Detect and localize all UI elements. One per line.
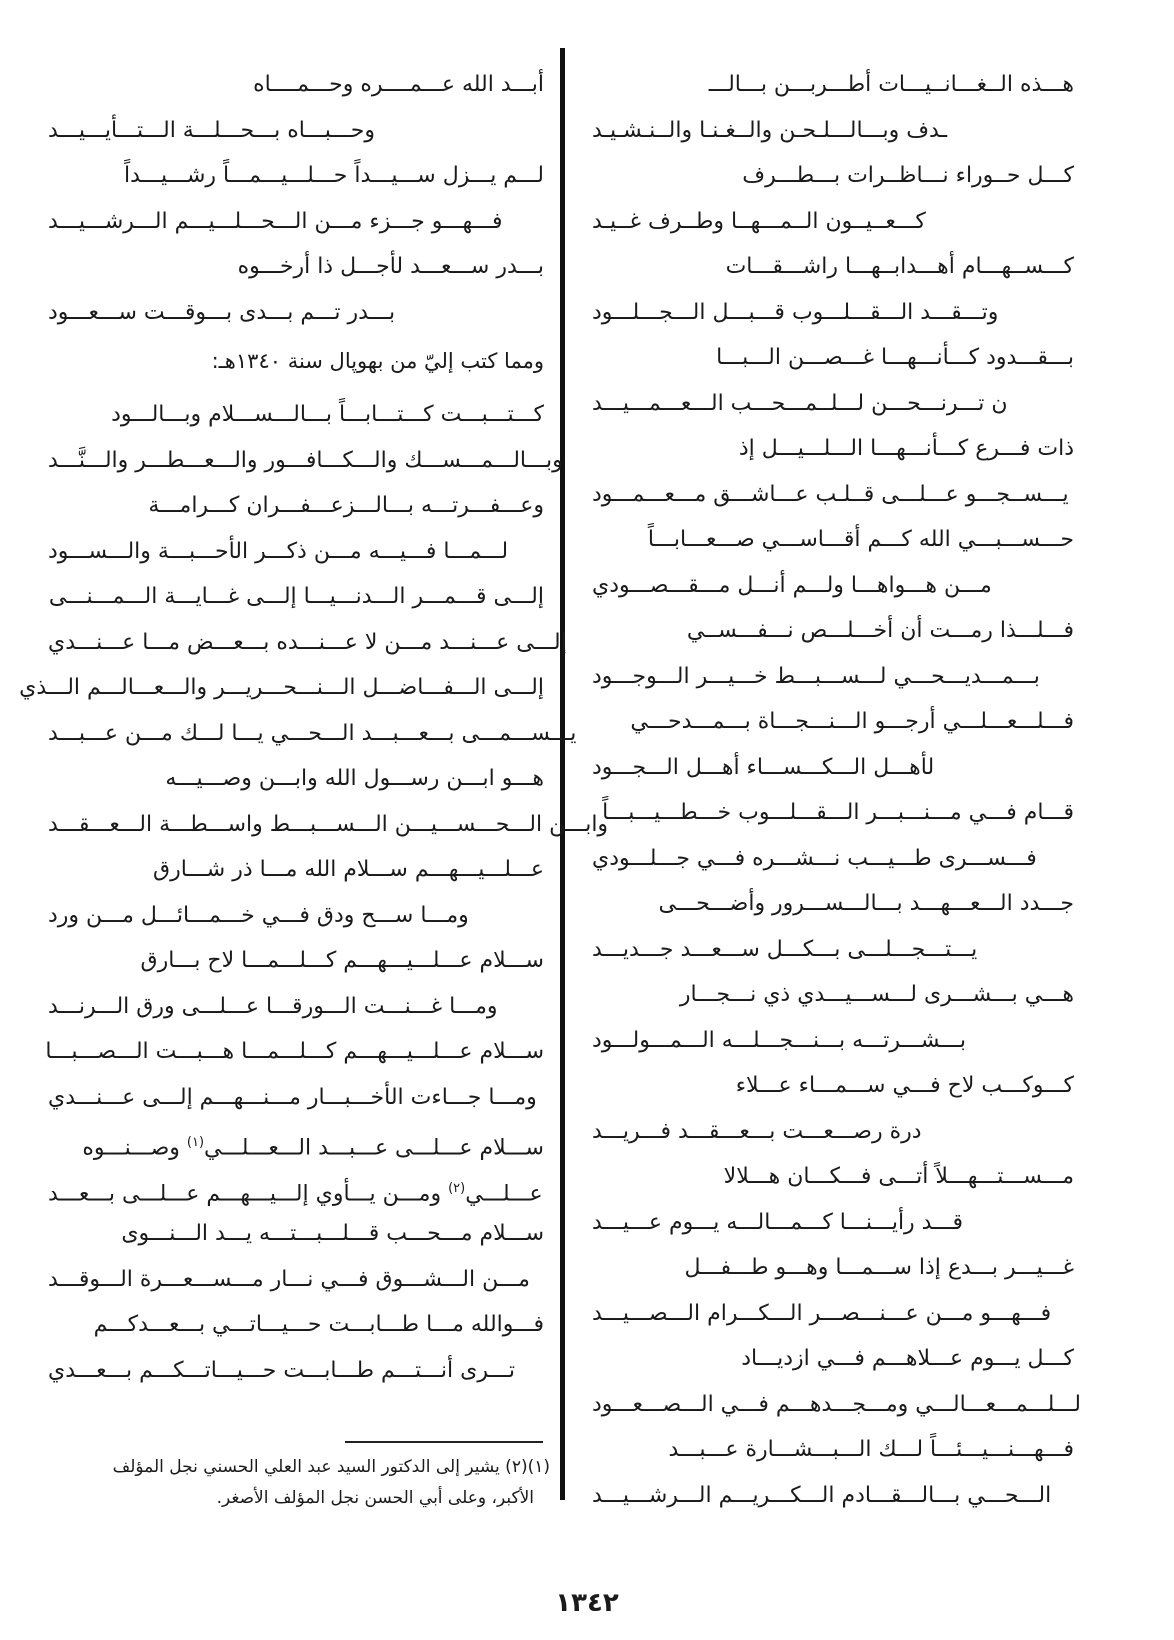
verse-line: الـــحـــي بـــالـــقـــادم الـــكـــريـــم الـــرشـــيـــد [592, 1483, 1052, 1508]
column-divider [560, 48, 565, 1500]
verse-line: عـــلـــيـــهـــم ســـلام الله مـــا ذر شـــارق [153, 857, 544, 882]
verse-line: مـــن هـــواهـــا ولـــم أنـــل مـــقـــصـــودي [592, 573, 992, 598]
footnote-line: (١)(٢) يشير إلى الدكتور السيد عبد العلي الحسني نجل المؤلف [112, 1457, 550, 1477]
verse-line: ومـــا جـــاءت الأخـــبـــار مـــنـــهـــم إلـــى عـــنـــدي [48, 1085, 537, 1110]
verse-text: وصـــنـــوه [82, 1135, 180, 1161]
verse-line: بـــدر ســـعـــد لأجـــل ذا أرخـــوه [237, 254, 544, 279]
verse-line: وتـــقـــد الـــقـــلـــوب قـــبـــل الـــجـــلـــود [592, 300, 999, 325]
verse-line: قـــام فـــي مـــنـــبـــر الـــقـــلـــوب خـــطـــيـــبـــاً [602, 800, 1074, 825]
verse-line: لـــلـــمـــعـــالـــي ومـــجـــدهـــم فـــي الـــصـــعـــود [592, 1392, 1081, 1417]
prose-intro: ومما كتب إليّ من بهوپال سنة ١٣٤٠هـ: [211, 349, 544, 373]
verse-line: لأهـــل الـــكـــســـاء أهـــل الـــجـــود [592, 755, 935, 780]
verse-line: فـــوالله مـــا طـــابـــت حـــيـــاتـــي بـــعـــدكـــم [93, 1312, 544, 1337]
verse-line: هـــذه الــغـــانــيـــات أطـــربـــن بـــالـــ [708, 72, 1074, 97]
footnote-mark: (١) [186, 1135, 205, 1150]
verse-line: لـــمـــا فـــيـــه مـــن ذكـــر الأحـــبـــة والـــســـود [48, 539, 509, 564]
verse-line: ســـلام مـــحـــب قـــلـــبـــتـــه يـــد الـــنـــوى [121, 1221, 544, 1246]
verse-line: فـــهـــنـــيـــئـــاً لـــك الـــبـــشـــارة عـــبـــد [668, 1437, 1074, 1462]
verse-line: كـــســهـــام أهـــدابــهـــا راشـــقـــات [725, 254, 1074, 279]
verse-line: يـــســجـــو عـــلـــى قــلـب عـــاشـــق مـــعـــمـــود [592, 482, 1069, 507]
verse-line: كـــعــيــون الــمـــهــا وطــرف غــيـد [592, 209, 926, 234]
verse-line: أبـــد الله عـــمــــره وحـــمــــاه [253, 72, 544, 97]
verse-line: وحـــبـــاه بـــحـــلـــة الـــتـــأيـــيـــد [48, 118, 375, 143]
verse-line: يـــتـــجـــلـــى بـــكـــل ســـعـــد جـــديـــد [592, 937, 978, 962]
verse-line: حـــســـبـــي الله كـــم أقـــاســـي صـــعـــابـــاً [647, 527, 1074, 552]
footnote-rule [345, 1441, 543, 1443]
verse-line: غـــيـــر بـــدع إذا ســـمـــا وهـــو طـــفـــل [684, 1255, 1074, 1280]
verse-line: يـــســـمـــى بـــعـــبـــد الـــحـــي يـــا لـــك مـــن عـــبـــد [48, 721, 577, 746]
verse-line: ســـلام عـــلـــيـــهـــم كـــلـــمـــا هـــبـــت الـــصـــبـــا [45, 1039, 544, 1064]
verse-line: ومـــا غـــنـــت الـــورقـــا عـــلـــى ورق الـــرنـــد [48, 994, 498, 1019]
verse-text: ســـلام عـــلـــى عـــبـــد الـــعـــلـــي [204, 1135, 544, 1161]
verse-line: هـــي بـــشـــرى لـــســـيـــدي ذي نـــجـــار [679, 982, 1074, 1007]
verse-line-with-note [82, 1128, 544, 1163]
verse-line: فـــهـــو مـــن عـــنـــصـــر الـــكـــرام الـــصـــيـــد [592, 1301, 1052, 1326]
verse-line: ومـــا ســـح ودق فـــي خـــمـــائـــل مـــن ورد [48, 903, 469, 928]
verse-line: وابـــن الـــحـــســـيـــن الـــســـبـــط واســـطـــة الـــعـــقـــد [48, 812, 609, 837]
verse-line: هـــو ابـــن رســـول الله وابـــن وصـــيـــه [165, 766, 544, 791]
verse-line: ذات فـــرع كـــأنـــهـــا الـــلـــيـــل إذ [738, 436, 1074, 461]
verse-line: ن تـــرنـــحـــن لـــلــمـــحـــب الـــعـــمـــيـــد [592, 391, 1008, 416]
footnote-mark: (٢) [448, 1181, 466, 1196]
verse-line: وعـــفـــرتـــه بـــالـــزعـــفـــران كـــرامـــة [148, 493, 544, 518]
verse-line: إلـــى قـــمـــر الـــدنـــيـــا إلـــى غـــايـــة الـــمـــنـــى [48, 584, 544, 609]
footnote-line: الأكبر، وعلى أبي الحسن نجل المؤلف الأصغر. [216, 1488, 534, 1508]
verse-line: بـــقـــدود كـــأنـــهـــا غـــصـــن الـــبـــا [716, 345, 1074, 370]
verse-line-with-note [48, 1174, 543, 1209]
verse-line: درة رصـــعـــت بـــعـــقـــد فـــريـــد [592, 1119, 922, 1144]
verse-line: مـــن الـــشـــوق فـــي نـــار مـــســـعـــرة الـــوقـــد [48, 1267, 530, 1292]
verse-text: عـــلـــي [465, 1181, 543, 1207]
verse-line: ســـلام عـــلـــيـــهـــم كـــلـــمـــا لاح بـــارق [140, 948, 544, 973]
verse-line: فـــلـــذا رمـــت أن أخـــلـــص نـــفـــســي [686, 618, 1074, 643]
verse-line: إلـــى عـــنـــد مـــن لا عـــنـــده بـــعـــض مـــا عـــنـــدي [48, 630, 567, 655]
verse-line: بـــشـــرتـــه بـــنـــجـــلـــه الـــمـــولـــود [592, 1028, 966, 1053]
verse-line: فـــهـــو جـــزء مـــن الـــحـــلـــيـــم الـــرشـــيـــد [48, 209, 503, 234]
verse-line: مـــســـتـــهـــلاً أتـــى فـــكـــان هـــلالا [723, 1164, 1074, 1189]
verse-line: وبـــالـــمـــســـك والـــكـــافـــور والـــعـــطـــر والـــنَّـــد [48, 448, 563, 473]
verse-line: جـــدد الـــعـــهـــد بـــالـــســـرور وأضـــحـــى [658, 891, 1074, 916]
verse-line: فـــلـــعـــلـــي أرجـــو الـــنـــجـــاة بـــمـــدحـــي [630, 709, 1074, 734]
verse-line: بـــدر تـــم بـــدى بـــوقـــت ســـعـــود [48, 300, 396, 325]
verse-line: لـــم يـــزل ســـيـــداً حـــلـــيـــمـــاً رشـــيـــداً [124, 163, 544, 188]
verse-line: كـــل يـــوم عـــلاهـــم فـــي ازديـــاد [741, 1346, 1074, 1371]
verse-line: بـــمـــديـــحـــي لـــســـبـــط خـــيـــر الـــوجـــود [592, 664, 1040, 689]
verse-line: ـدف وبـــالـــلـحـن والــغـنـا والــنـشـيـد [592, 118, 948, 143]
verse-line: كـــل حــوراء نـــاظــرات بـــطـــرف [742, 163, 1074, 188]
verse-line: كـــتـــبـــت كـــتـــابـــاً بـــالـــســـلام وبـــالـــود [111, 402, 544, 427]
verse-line: كـــوكـــب لاح فـــي ســـمـــاء عـــلاء [735, 1073, 1074, 1098]
verse-line: قـــد رأيـــنـــا كـــمـــالـــه يـــوم عـــيـــد [592, 1210, 964, 1235]
verse-line: إلـــى الـــفـــاضـــل الـــنـــحـــريـــر والـــعـــالـــم الـــذي [19, 675, 544, 700]
verse-line: تـــرى أنـــتـــم طـــابـــت حـــيـــاتـــكـــم بـــعـــدي [48, 1358, 515, 1383]
verse-line: فـــســـرى طـــيـــب نـــشـــره فـــي جـــلـــودي [592, 846, 1037, 871]
verse-text: ومـــن يـــأوي إلـــيـــهـــم عـــلـــى بـــعـــد [48, 1181, 442, 1207]
page-number: ١٣٤٢ [555, 1588, 619, 1618]
